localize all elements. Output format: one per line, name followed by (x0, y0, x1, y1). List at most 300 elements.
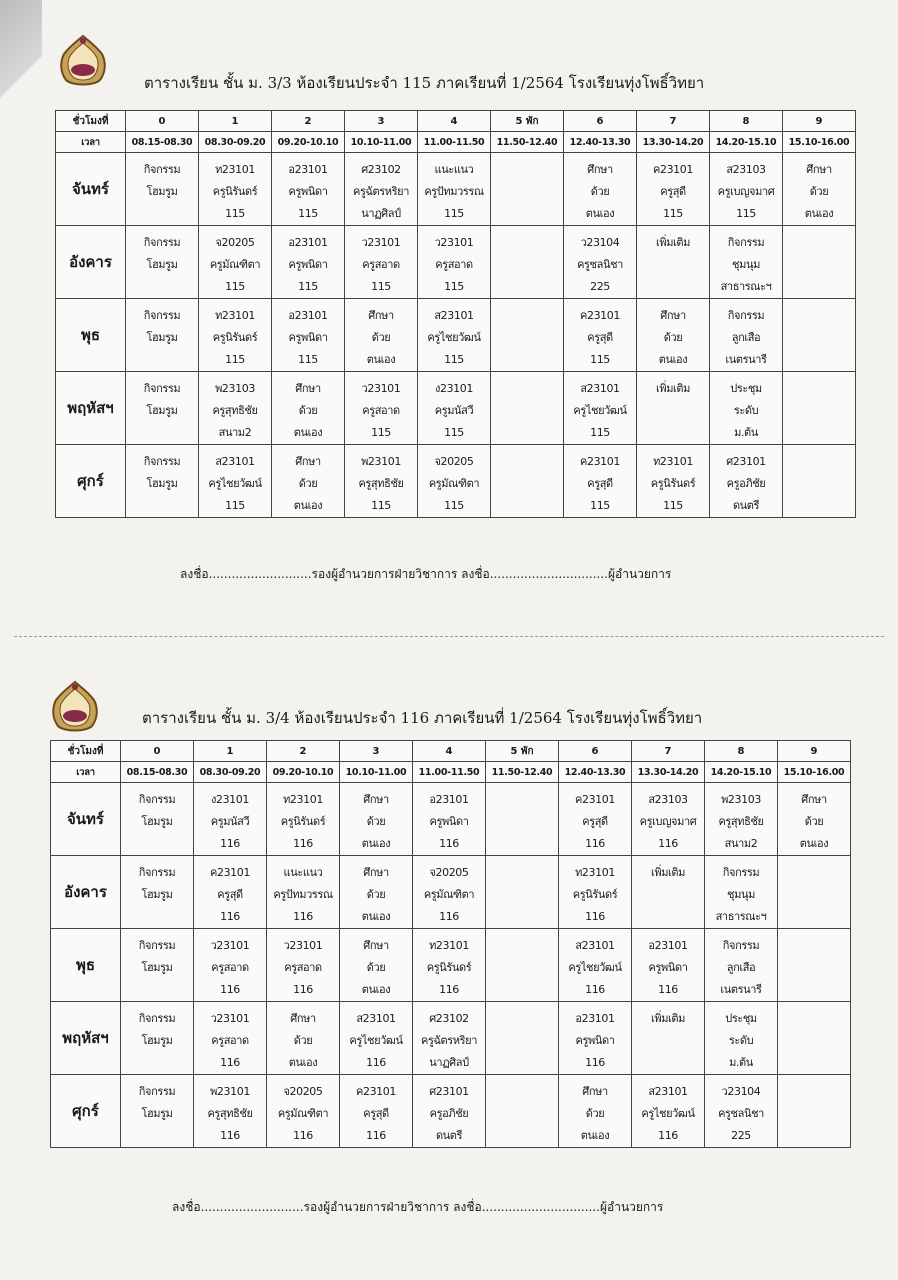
class-cell (413, 856, 486, 929)
class-cell (418, 445, 491, 518)
class-cell-content (267, 1075, 339, 1147)
class-cell-line: ค23101 (575, 793, 615, 806)
class-cell-line: โฮมรูม (146, 404, 178, 417)
day-name: จันทร์ (51, 783, 121, 856)
period-number: 9 (783, 111, 856, 132)
period-number: 6 (564, 111, 637, 132)
class-cell-line: ง23101 (211, 793, 249, 806)
class-cell (778, 1075, 851, 1148)
class-cell-line: ด้วย (366, 961, 386, 974)
day-name: จันทร์ (56, 153, 126, 226)
class-cell-content (121, 1075, 193, 1125)
class-cell-line: โฮมรูม (141, 815, 173, 828)
day-row (56, 445, 856, 518)
class-cell-line: ท23101 (653, 455, 693, 468)
class-cell-line: ศึกษา (295, 455, 321, 468)
class-cell (418, 226, 491, 299)
class-cell-line: อ23101 (575, 1012, 615, 1025)
class-cell-line: ว23104 (580, 236, 620, 249)
class-cell-line: 115 (444, 207, 464, 220)
class-cell-content (559, 783, 631, 855)
class-cell-content (272, 153, 344, 225)
class-cell-line: ครูพนิดา (648, 961, 688, 974)
class-cell-line: ส23101 (648, 1085, 688, 1098)
class-cell (272, 299, 345, 372)
class-cell-content (637, 372, 709, 400)
class-cell (705, 856, 778, 929)
class-cell (632, 1075, 705, 1148)
class-cell-line: เพิ่มเติม (655, 382, 691, 395)
class-cell (632, 929, 705, 1002)
day-name: อังคาร (56, 226, 126, 299)
class-cell-line: 115 (371, 426, 391, 439)
time-slot: 11.50-12.40 (486, 762, 559, 783)
day-row (56, 372, 856, 445)
class-cell-line: ส23101 (215, 455, 255, 468)
class-cell (194, 1002, 267, 1075)
period-number: 1 (194, 741, 267, 762)
class-cell-content (413, 1002, 485, 1074)
class-cell (418, 299, 491, 372)
class-cell-line: ค23101 (653, 163, 693, 176)
class-cell-line: ครูปัทมวรรณ (424, 185, 484, 198)
class-cell-line: ครูสอาด (211, 961, 249, 974)
class-cell-line: ครูสุดี (363, 1107, 389, 1120)
class-cell-content (564, 372, 636, 444)
class-cell-line: กิจกรรม (138, 793, 176, 806)
class-cell-content (194, 929, 266, 1001)
class-cell-line: ด้วย (298, 404, 318, 417)
class-cell (559, 1075, 632, 1148)
class-cell (413, 783, 486, 856)
class-cell (267, 1002, 340, 1075)
period-number: 7 (637, 111, 710, 132)
school-logo-icon (56, 34, 110, 88)
class-cell (491, 299, 564, 372)
class-cell-content (272, 445, 344, 517)
class-cell-line: 116 (293, 837, 313, 850)
class-cell-content (637, 153, 709, 225)
class-cell-line: กิจกรรม (727, 309, 765, 322)
day-row (51, 1002, 851, 1075)
class-cell-line: ครูพนิดา (288, 185, 328, 198)
class-cell-line: ครูนิรันดร์ (650, 477, 696, 490)
class-cell-line: ง23101 (435, 382, 473, 395)
period-number: 4 (413, 741, 486, 762)
class-cell-content (778, 783, 850, 855)
class-cell-content (486, 1075, 558, 1081)
timetable (50, 740, 851, 1148)
class-cell-content (710, 299, 782, 371)
class-cell-line: ส23103 (726, 163, 766, 176)
class-cell-content (267, 783, 339, 855)
class-cell-content (340, 783, 412, 855)
period-header-row (56, 111, 856, 132)
class-cell-line: ด้วย (804, 815, 824, 828)
class-cell-line: 116 (585, 983, 605, 996)
class-cell (637, 153, 710, 226)
day-name: พฤหัสฯ (56, 372, 126, 445)
class-cell (637, 372, 710, 445)
class-cell-line: เนตรนารี (725, 353, 767, 366)
class-cell (345, 445, 418, 518)
class-cell-content (632, 1075, 704, 1147)
class-cell-line: 116 (439, 983, 459, 996)
class-cell-line: 116 (658, 983, 678, 996)
class-cell-line: ครูนิรันดร์ (426, 961, 472, 974)
class-cell-content (559, 1002, 631, 1074)
class-cell-content (783, 299, 855, 305)
class-cell-content (778, 1002, 850, 1008)
class-cell-content (267, 856, 339, 928)
class-cell-content (564, 299, 636, 371)
class-cell-content (199, 153, 271, 225)
class-cell-line: ครูพนิดา (429, 815, 469, 828)
class-cell-line: กิจกรรม (138, 939, 176, 952)
class-cell-content (418, 299, 490, 371)
class-cell-line: ครูสอาด (362, 258, 400, 271)
class-cell (559, 783, 632, 856)
class-cell-line: นาฏศิลป์ (361, 207, 401, 220)
class-cell (272, 153, 345, 226)
class-cell-line: ตนเอง (288, 1056, 318, 1069)
class-cell (199, 226, 272, 299)
day-name: ศุกร์ (56, 445, 126, 518)
class-cell-line: ครูเบญจมาศ (717, 185, 775, 198)
day-row (51, 929, 851, 1002)
time-slot: 11.00-11.50 (418, 132, 491, 153)
class-cell-line: 115 (444, 280, 464, 293)
class-cell-line: ครูไชยวัฒน์ (349, 1034, 403, 1047)
class-cell (778, 1002, 851, 1075)
class-cell (267, 856, 340, 929)
class-cell-line: 225 (731, 1129, 751, 1142)
class-cell-content (710, 226, 782, 298)
class-cell (637, 299, 710, 372)
class-cell-line: 116 (658, 1129, 678, 1142)
day-row (56, 153, 856, 226)
class-cell-line: ศ23101 (726, 455, 766, 468)
class-cell (486, 1002, 559, 1075)
period-number: 0 (126, 111, 199, 132)
class-cell-content (199, 372, 271, 444)
class-cell-content (486, 783, 558, 789)
class-cell-line: ตนเอง (293, 426, 323, 439)
class-cell (705, 1002, 778, 1075)
time-slot: 08.15-08.30 (126, 132, 199, 153)
class-cell-line: ศึกษา (363, 793, 389, 806)
period-number: 9 (778, 741, 851, 762)
class-cell (194, 1075, 267, 1148)
class-cell-line: นาฏศิลป์ (429, 1056, 469, 1069)
class-cell (778, 856, 851, 929)
class-cell-line: ครูพนิดา (575, 1034, 615, 1047)
class-cell-line: ด้วย (590, 185, 610, 198)
class-cell-content (564, 445, 636, 517)
class-cell-line: 116 (293, 983, 313, 996)
page-corner-fold (0, 0, 42, 120)
class-cell-line: ครูมนัสวี (210, 815, 250, 828)
class-cell-content (778, 856, 850, 862)
class-cell-line: ลูกเสือ (726, 961, 756, 974)
class-cell (267, 929, 340, 1002)
class-cell-content (710, 372, 782, 444)
class-cell-line: ศึกษา (582, 1085, 608, 1098)
class-cell-line: ศึกษา (801, 793, 827, 806)
class-cell-line: 116 (366, 1056, 386, 1069)
class-cell-line: กิจกรรม (727, 236, 765, 249)
class-cell-line: ว23101 (434, 236, 474, 249)
class-cell (783, 153, 856, 226)
class-cell-line: 116 (585, 910, 605, 923)
day-name: พุธ (51, 929, 121, 1002)
class-cell (413, 1002, 486, 1075)
class-cell (710, 153, 783, 226)
class-cell (491, 445, 564, 518)
class-cell-content (418, 445, 490, 517)
class-cell-line: กิจกรรม (143, 309, 181, 322)
class-cell-line: กิจกรรม (143, 382, 181, 395)
class-cell-line: ว23101 (361, 236, 401, 249)
class-cell-line: กิจกรรม (138, 1012, 176, 1025)
class-cell-content (486, 856, 558, 862)
class-cell (121, 1002, 194, 1075)
class-cell-content (194, 1002, 266, 1074)
class-cell-line: 115 (444, 353, 464, 366)
class-cell-line: 115 (590, 426, 610, 439)
class-cell-line: ด้วย (366, 815, 386, 828)
class-cell (267, 783, 340, 856)
class-cell-line: ศึกษา (363, 939, 389, 952)
schedule-title: ตารางเรียน ชั้น ม. 3/4 ห้องเรียนประจำ 116 ภาคเรียนที่ 1/2564 โรงเรียนทุ่งโพธิ์วิทยา (142, 709, 703, 727)
class-cell-content (559, 856, 631, 928)
class-cell-line: 116 (293, 910, 313, 923)
class-cell-line: ครูนิรันดร์ (280, 815, 326, 828)
class-cell-line: จ20205 (429, 866, 469, 879)
class-cell-line: ว23101 (210, 939, 250, 952)
class-cell-line: สนาม2 (218, 426, 252, 439)
class-cell-content (121, 1002, 193, 1052)
class-cell-line: ดนตรี (732, 499, 760, 512)
class-cell (413, 1075, 486, 1148)
class-cell-content (632, 783, 704, 855)
class-cell (486, 856, 559, 929)
time-slot: 12.40-13.30 (564, 132, 637, 153)
signature-line: ลงชื่อ...........................รองผู้อำนวยการฝ่ายวิชาการ ลงชื่อ...............................ผู้อำนวยการ (180, 567, 672, 581)
class-cell-line: 115 (298, 353, 318, 366)
class-cell-line: ตนเอง (658, 353, 688, 366)
class-cell-content (783, 372, 855, 378)
class-cell-line: จ20205 (215, 236, 255, 249)
class-cell-content (564, 226, 636, 298)
class-cell-content (121, 783, 193, 833)
class-cell-content (710, 153, 782, 225)
class-cell (778, 929, 851, 1002)
class-cell-content (783, 153, 855, 225)
class-cell-line: ตนเอง (580, 1129, 610, 1142)
class-cell-line: ค23101 (210, 866, 250, 879)
class-cell-line: ระดับ (733, 404, 759, 417)
class-cell-line: ท23101 (215, 163, 255, 176)
class-cell (710, 445, 783, 518)
class-cell (637, 445, 710, 518)
class-cell-line: 115 (444, 499, 464, 512)
class-cell-line: ดนตรี (435, 1129, 463, 1142)
class-cell-content (491, 226, 563, 232)
class-cell-line: ครูนิรันดร์ (572, 888, 618, 901)
class-cell-line: ค23101 (356, 1085, 396, 1098)
class-cell-content (632, 856, 704, 884)
class-cell-line: ครูสุดี (582, 815, 608, 828)
class-cell-line: ครูฉัตรหริยา (353, 185, 409, 198)
period-header-label: ชั่วโมงที่ (51, 741, 121, 762)
class-cell-line: แนะแนว (434, 163, 474, 176)
class-cell-line: ศึกษา (295, 382, 321, 395)
class-cell (345, 153, 418, 226)
class-cell-line: 115 (225, 207, 245, 220)
class-cell-content (413, 783, 485, 855)
class-cell (783, 445, 856, 518)
class-cell-line: ครูฉัตรหริยา (421, 1034, 477, 1047)
class-cell (413, 929, 486, 1002)
class-cell-content (564, 153, 636, 225)
class-cell-line: ตนเอง (799, 837, 829, 850)
class-cell-line: ศึกษา (368, 309, 394, 322)
class-cell-content (710, 445, 782, 517)
class-cell (559, 1002, 632, 1075)
class-cell-content (345, 153, 417, 225)
class-cell-content (413, 856, 485, 928)
class-cell (710, 372, 783, 445)
class-cell-content (418, 226, 490, 298)
time-slot: 08.15-08.30 (121, 762, 194, 783)
class-cell-line: จ20205 (283, 1085, 323, 1098)
class-cell (345, 372, 418, 445)
class-cell-line: ครูนิรันดร์ (212, 331, 258, 344)
class-cell (486, 1075, 559, 1148)
class-cell-content (559, 929, 631, 1001)
class-cell-content (194, 783, 266, 855)
time-slot: 15.10-16.00 (783, 132, 856, 153)
time-slot: 13.30-14.20 (637, 132, 710, 153)
class-cell-line: ศ23102 (429, 1012, 469, 1025)
class-cell (418, 372, 491, 445)
period-number: 7 (632, 741, 705, 762)
class-cell-line: สาธารณะฯ (720, 280, 772, 293)
time-row (51, 762, 851, 783)
day-row (56, 226, 856, 299)
class-cell-line: ครูไชยวัฒน์ (641, 1107, 695, 1120)
class-cell (559, 856, 632, 929)
class-cell (632, 783, 705, 856)
class-cell-content (345, 372, 417, 444)
class-cell (486, 783, 559, 856)
day-name: พฤหัสฯ (51, 1002, 121, 1075)
class-cell-content (491, 153, 563, 159)
timetable (55, 110, 856, 518)
class-cell-line: ว23101 (283, 939, 323, 952)
class-cell (710, 226, 783, 299)
class-cell-line: โฮมรูม (141, 888, 173, 901)
period-number: 2 (267, 741, 340, 762)
class-cell-line: ชุมนุม (727, 888, 755, 901)
class-cell (121, 856, 194, 929)
class-cell-line: โฮมรูม (146, 331, 178, 344)
class-cell-line: ครูอภิชัย (429, 1107, 469, 1120)
class-cell-content (126, 153, 198, 203)
class-cell-line: 116 (293, 1129, 313, 1142)
time-row (56, 132, 856, 153)
class-cell-content (637, 299, 709, 371)
class-cell (121, 929, 194, 1002)
class-cell (491, 226, 564, 299)
page-divider (14, 636, 884, 637)
class-cell-content (340, 1002, 412, 1074)
time-slot: 10.10-11.00 (345, 132, 418, 153)
class-cell-line: ครูสอาด (211, 1034, 249, 1047)
class-cell-line: กิจกรรม (143, 163, 181, 176)
class-cell-line: เนตรนารี (720, 983, 762, 996)
class-cell-content (705, 1075, 777, 1147)
class-cell-line: 115 (590, 353, 610, 366)
class-cell-content (632, 929, 704, 1001)
class-cell-line: ครูมัณฑิตา (209, 258, 261, 271)
class-cell-line: ครูมัณฑิตา (423, 888, 475, 901)
class-cell-content (705, 1002, 777, 1074)
class-cell (710, 299, 783, 372)
period-number: 5 พัก (491, 111, 564, 132)
class-cell (199, 445, 272, 518)
class-cell-line: กิจกรรม (143, 455, 181, 468)
class-cell-content (340, 1075, 412, 1147)
time-header-label: เวลา (56, 132, 126, 153)
class-cell-line: 225 (590, 280, 610, 293)
class-cell-line: ด้วย (298, 477, 318, 490)
class-cell-line: ศ23102 (361, 163, 401, 176)
class-cell-content (199, 299, 271, 371)
class-cell-line: ท23101 (575, 866, 615, 879)
class-cell-line: ครูไชยวัฒน์ (208, 477, 262, 490)
class-cell-content (126, 372, 198, 422)
period-number: 8 (710, 111, 783, 132)
day-name: อังคาร (51, 856, 121, 929)
class-cell (491, 153, 564, 226)
signature-line: ลงชื่อ...........................รองผู้อำนวยการฝ่ายวิชาการ ลงชื่อ...............................ผู้อำนวยการ (172, 1200, 664, 1214)
class-cell-line: ส23103 (648, 793, 688, 806)
class-cell-line: ครูอภิชัย (726, 477, 766, 490)
class-cell-line: 116 (220, 910, 240, 923)
class-cell-line: อ23101 (288, 236, 328, 249)
class-cell-content (705, 783, 777, 855)
class-cell (632, 856, 705, 929)
class-cell-line: ครูเบญจมาศ (639, 815, 697, 828)
time-slot: 14.20-15.10 (710, 132, 783, 153)
class-cell-line: 116 (585, 837, 605, 850)
class-cell-content (199, 445, 271, 517)
class-cell (199, 299, 272, 372)
class-cell-line: เพิ่มเติม (655, 236, 691, 249)
class-cell-line: ศึกษา (290, 1012, 316, 1025)
class-cell (126, 299, 199, 372)
class-cell-line: ครูชลนิชา (577, 258, 623, 271)
class-cell (705, 1075, 778, 1148)
class-cell-line: ครูสุดี (587, 331, 613, 344)
class-cell (559, 929, 632, 1002)
class-cell-line: ด้วย (585, 1107, 605, 1120)
class-cell-line: ด้วย (663, 331, 683, 344)
class-cell (632, 1002, 705, 1075)
period-number: 0 (121, 741, 194, 762)
